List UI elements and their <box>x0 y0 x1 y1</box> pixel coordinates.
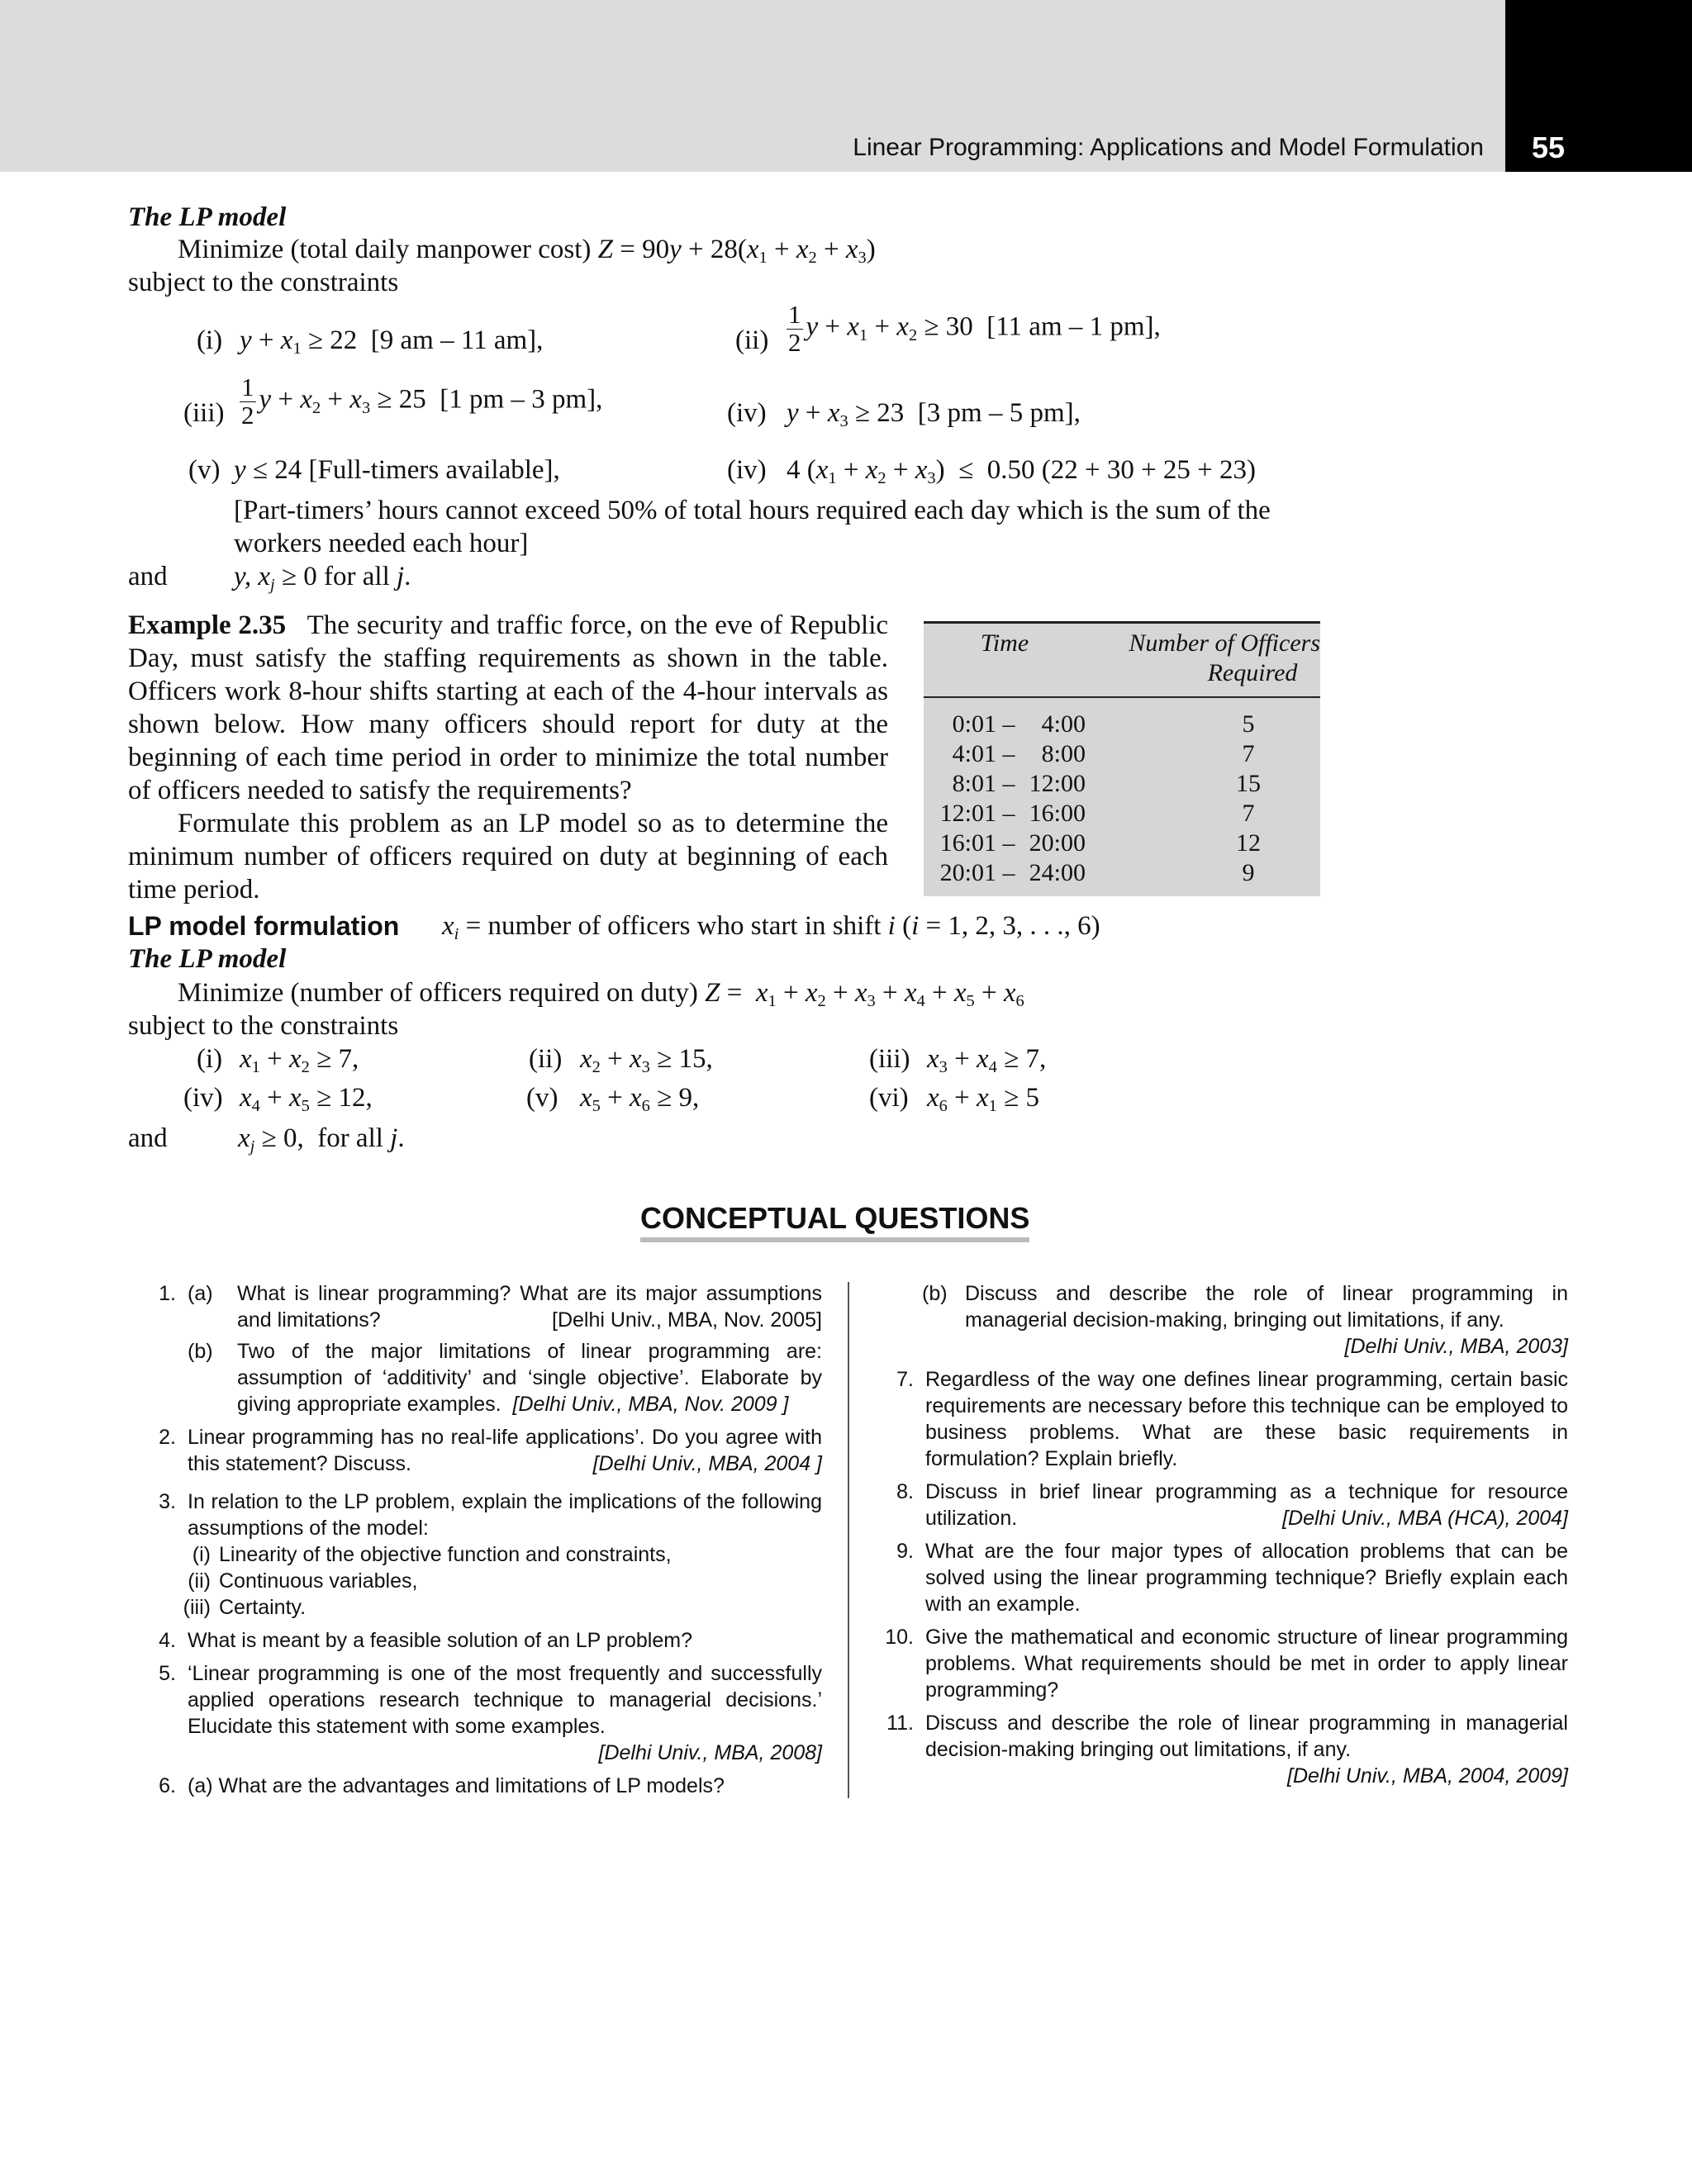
lp1-constraint-3: $\frac{1}{2}$ $y + x_2 + x_3 \ge 25$ [1 pm – 3 pm], <box>241 373 603 430</box>
question-1b-ref: [Delhi Univ., MBA, Nov. 2009 ] <box>512 1393 789 1416</box>
lp1-constraint-note-2: [11 am – 1 pm], <box>986 311 1161 342</box>
question-number: 6. <box>159 1774 176 1797</box>
lp2-constraint-3: $x_3 + x_4 \ge 7$, <box>927 1044 1047 1077</box>
question-number: 8. <box>896 1480 914 1503</box>
lp1-and: and <box>128 562 168 591</box>
lp1-constraint-note-4: [3 pm – 5 pm], <box>917 398 1081 428</box>
item-text: Continuous variables, <box>219 1569 418 1593</box>
officers-required: 12 <box>1236 829 1261 857</box>
time-from: 0:01 <box>952 710 996 738</box>
time-dash: – <box>996 859 1021 886</box>
example-paragraph-1 <box>128 609 888 807</box>
question-10 <box>874 1624 1568 1703</box>
time-range <box>924 697 1086 739</box>
question-1 <box>136 1280 822 1417</box>
question-number: 10. <box>885 1626 914 1649</box>
officers-required: 5 <box>1242 710 1255 738</box>
question-6b-body <box>874 1280 1568 1360</box>
question-8 <box>874 1479 1568 1531</box>
lp2-constraint-2: $x_2 + x_3 \ge 15$, <box>580 1044 713 1077</box>
lp1-constraint-label-6: (iv) <box>727 455 767 485</box>
question-11-text: Discuss and describe the role of linear programming in managerial decision-making bringing out limitations, if any. <box>925 1712 1568 1761</box>
question-7-text: Regardless of the way one defines linear programming, certain basic requirements are necessary before this technique can be employed to business problems. What are these basic requirements in formulation? Explain briefly. <box>925 1368 1568 1470</box>
lp2-objective-prefix: Minimize (number of officers required on duty) <box>178 978 706 1008</box>
questions-left-column <box>136 1280 822 1806</box>
officers-required: 7 <box>1242 740 1255 767</box>
question-number: 3. <box>159 1490 176 1513</box>
time-dash: – <box>996 740 1021 767</box>
lp2-heading: The LP model <box>128 944 287 974</box>
time-dash: – <box>996 770 1021 797</box>
lp2-constraint-5: $x_5 + x_6 \ge 9$, <box>580 1083 700 1116</box>
question-number: 2. <box>159 1426 176 1449</box>
question-10-text: Give the mathematical and economic structure of linear programming problems. What requirements should be met in order to apply linear programming? <box>925 1626 1568 1702</box>
lp2-constraint-label-1: (i) <box>197 1044 223 1074</box>
question-11 <box>874 1710 1568 1789</box>
question-2-text: Linear programming has no real-life applications’. Do you agree with this statement? Discuss. <box>188 1426 822 1475</box>
question-number: 9. <box>896 1540 914 1563</box>
lp2-and: and <box>128 1123 168 1153</box>
lp1-constraint-note-3: [1 pm – 3 pm], <box>440 384 603 415</box>
time-range <box>924 799 1086 828</box>
lp2-constraint-label-5: (v) <box>526 1083 558 1113</box>
question-3 <box>136 1488 822 1621</box>
table-row <box>924 828 1320 858</box>
time-dash: – <box>996 800 1021 827</box>
conceptual-questions-title: CONCEPTUAL QUESTIONS <box>640 1201 1029 1242</box>
question-3-item-3 <box>136 1594 822 1621</box>
question-3-text: In relation to the LP problem, explain the implications of the following assumptions of the model: <box>188 1490 822 1540</box>
table-row <box>924 799 1320 828</box>
half-fraction: $\frac{1}{2}$ <box>241 373 254 430</box>
col-time: Time <box>924 623 1086 698</box>
lp2-constraint-label-4: (iv) <box>183 1083 223 1113</box>
question-5 <box>136 1660 822 1766</box>
question-6a-text: What are the advantages and limitations of LP models? <box>218 1774 725 1797</box>
time-to: 12:00 <box>1029 770 1086 797</box>
time-dash: – <box>996 710 1021 738</box>
question-number: 7. <box>896 1368 914 1391</box>
half-fraction: $\frac{1}{2}$ <box>788 300 801 357</box>
lp1-constraint-2: $\frac{1}{2}$ $y + x_1 + x_2 \ge 30$ [11 am – 1 pm], <box>788 300 1161 357</box>
question-1a-text: What is linear programming? What are its major assumptions and limitations? <box>237 1282 822 1332</box>
questions-right-column <box>874 1280 1568 1796</box>
officers-required: 9 <box>1242 859 1255 886</box>
table-row <box>924 858 1320 896</box>
question-2-ref: [Delhi Univ., MBA, 2004 ] <box>592 1452 822 1475</box>
time-dash: – <box>996 829 1021 857</box>
lp1-objective-expr: $Z = 90y + 28(x_1 + x_2 + x_3)$ <box>597 235 876 268</box>
lp1-note-line-2: workers needed each hour] <box>234 529 529 558</box>
time-from: 8:01 <box>952 770 996 797</box>
officers-table <box>924 621 1320 896</box>
table-row <box>924 769 1320 799</box>
lp2-constraint-6: $x_6 + x_1 \ge 5$ <box>927 1083 1039 1116</box>
lp2-formulation-label: LP model formulation <box>128 911 400 941</box>
time-to: 20:00 <box>1029 829 1086 857</box>
time-range <box>924 828 1086 858</box>
question-6b-ref: [Delhi Univ., MBA, 2003] <box>1344 1335 1568 1358</box>
lp1-constraint-note-1: [9 am – 11 am], <box>370 325 544 355</box>
time-range <box>924 858 1086 896</box>
time-from: 4:01 <box>952 740 996 767</box>
lp1-constraint-4: $y + x_3 \ge 23$ [3 pm – 5 pm], <box>787 398 1081 431</box>
lp1-constraint-6: 4 $(x_1 + x_2 + x_3) \le 0.50$ (22 + 30 + 25 + 23) <box>787 455 1257 488</box>
question-7 <box>874 1366 1568 1472</box>
item-label: (ii) <box>188 1569 211 1593</box>
sub-label: (a) <box>188 1282 213 1305</box>
lp2-nonneg: $x_j \ge 0$, for all j. <box>238 1123 405 1156</box>
example-text-1: The security and traffic force, on the eve of Republic Day, must satisfy the staffing requirements as shown in the table. Officers work 8-hour shifts starting at each of the 4-hour intervals as shown below. How many officers should report for duty at the beginning of each time period in order to minimize the total number of officers needed to satisfy the requirements? <box>128 610 889 805</box>
question-3-item-2 <box>136 1568 822 1594</box>
lp1-constraint-5: y ≤ 24 [Full-timers available], <box>234 455 560 485</box>
time-range <box>924 739 1086 769</box>
item-label: (i) <box>192 1543 211 1566</box>
col-officers-line-2: Required <box>1207 659 1298 686</box>
question-1a-ref: [Delhi Univ., MBA, Nov. 2005] <box>552 1308 822 1332</box>
officers-required: 15 <box>1236 770 1261 797</box>
question-4-text: What is meant by a feasible solution of an LP problem? <box>188 1629 692 1652</box>
item-text: Linearity of the objective function and constraints, <box>219 1543 672 1566</box>
question-6b <box>874 1280 1568 1360</box>
question-number: 11. <box>886 1712 914 1735</box>
question-6a-label: (a) <box>188 1774 213 1797</box>
question-9-text: What are the four major types of allocation problems that can be solved using the linear programming technique? Briefly explain each with an example. <box>925 1540 1568 1616</box>
lp1-constraint-label-1: (i) <box>197 325 223 355</box>
sub-label: (b) <box>922 1282 948 1305</box>
lp2-constraint-1: $x_1 + x_2 \ge 7$, <box>240 1044 359 1077</box>
question-1b <box>188 1338 822 1417</box>
question-3-item-1 <box>136 1541 822 1568</box>
question-number: 1. <box>159 1282 176 1305</box>
lp1-constraint-note-5: [Full-timers available], <box>308 455 560 485</box>
question-1a <box>188 1280 822 1333</box>
question-number: 4. <box>159 1629 176 1652</box>
time-to: 8:00 <box>1041 740 1086 767</box>
time-to: 24:00 <box>1029 859 1086 886</box>
lp1-objective <box>178 235 876 268</box>
question-11-ref: [Delhi Univ., MBA, 2004, 2009] <box>1287 1764 1568 1788</box>
question-2 <box>136 1424 822 1477</box>
time-from: 12:01 <box>939 800 996 827</box>
lp1-objective-prefix: Minimize (total daily manpower cost) <box>178 235 598 264</box>
lp1-constraint-label-5: (v) <box>188 455 221 485</box>
item-text: Certainty. <box>219 1596 307 1619</box>
question-9 <box>874 1538 1568 1617</box>
lp2-objective <box>178 978 1024 1009</box>
lp1-heading: The LP model <box>128 202 287 232</box>
time-to: 4:00 <box>1041 710 1086 738</box>
sub-label: (b) <box>188 1340 213 1363</box>
lp2-constraint-4: $x_4 + x_5 \ge 12$, <box>240 1083 373 1116</box>
lp2-constraint-label-6: (vi) <box>869 1083 909 1113</box>
lp2-objective-expr: $Z = x_1 + x_2 + x_3 + x_4 + x_5 + x_6$ <box>705 978 1024 1011</box>
time-from: 16:01 <box>939 829 996 857</box>
example-text-2: Formulate this problem as an LP model so as to determine the minimum number of officers required on duty at beginning of each time period. <box>128 809 888 904</box>
lp1-constraint-label-3: (iii) <box>183 398 225 428</box>
question-4 <box>136 1627 822 1654</box>
running-title: Linear Programming: Applications and Model Formulation <box>853 134 1484 161</box>
lp1-subject-to: subject to the constraints <box>128 268 399 297</box>
lp2-formulation-def: $x_i$ = number of officers who start in shift i (i = 1, 2, 3, . . ., 6) <box>442 911 1100 944</box>
table-row <box>924 697 1320 739</box>
lp1-constraint-label-2: (ii) <box>735 325 769 355</box>
lp1-constraint-label-4: (iv) <box>727 398 767 428</box>
question-6 <box>136 1773 822 1799</box>
officers-required: 7 <box>1242 800 1255 827</box>
question-5-text: ‘Linear programming is one of the most frequently and successfully applied operations research technique to managerial decisions.’ Elucidate this statement with some examples. <box>188 1662 822 1738</box>
question-6b-text: Discuss and describe the role of linear programming in managerial decision-making, bringing out limitations, if any. <box>965 1282 1568 1332</box>
lp1-note-line-1: [Part-timers’ hours cannot exceed 50% of total hours required each day which is the sum of the <box>234 496 1271 525</box>
time-to: 16:00 <box>1029 800 1086 827</box>
col-officers <box>1086 623 1320 698</box>
time-from: 20:01 <box>939 859 996 886</box>
page-number: 55 <box>1532 131 1566 164</box>
time-range <box>924 769 1086 799</box>
example-label: Example 2.35 <box>128 610 287 640</box>
col-officers-line-1: Number of Officers <box>1129 629 1320 657</box>
item-label: (iii) <box>183 1596 211 1619</box>
lp2-constraint-label-3: (iii) <box>869 1044 910 1074</box>
column-divider <box>848 1282 849 1798</box>
table-row <box>924 739 1320 769</box>
lp1-nonneg: y, $x_j \ge 0$ for all j. <box>234 562 411 595</box>
lp2-constraint-label-2: (ii) <box>529 1044 563 1074</box>
question-5-ref: [Delhi Univ., MBA, 2008] <box>598 1741 822 1764</box>
lp1-constraint-1: $y + x_1 \ge 22$ [9 am – 11 am], <box>240 325 544 358</box>
question-8-ref: [Delhi Univ., MBA (HCA), 2004] <box>1282 1507 1568 1530</box>
lp2-subject-to: subject to the constraints <box>128 1011 399 1041</box>
question-number: 5. <box>159 1662 176 1685</box>
question-8-text: Discuss in brief linear programming as a technique for resource utilization. <box>925 1480 1568 1530</box>
question-1b-text: Two of the major limitations of linear programming are: assumption of ‘additivity’ and ‘single objective’. Elaborate by giving appropriate examples. <box>237 1340 822 1416</box>
